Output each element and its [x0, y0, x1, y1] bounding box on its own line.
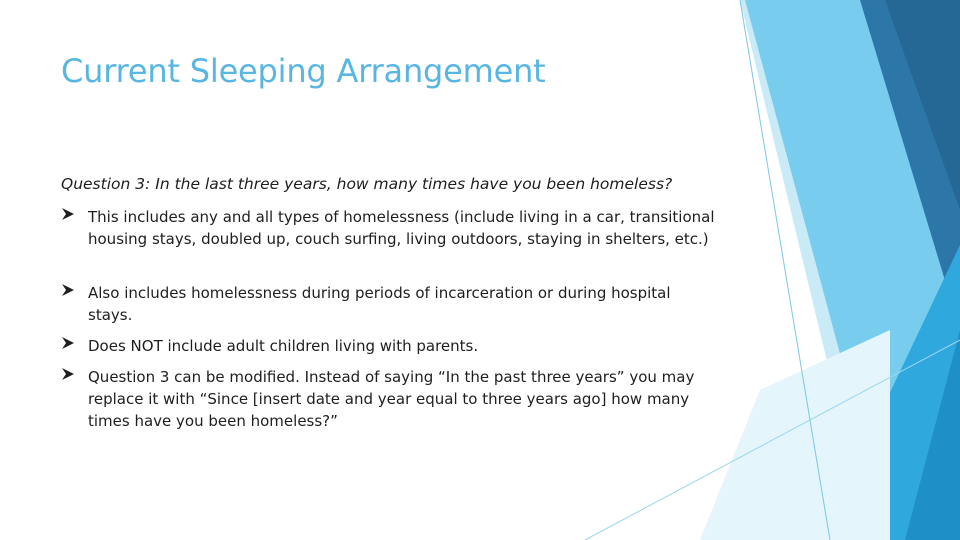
bullet-item [61, 366, 731, 432]
bullet-item [61, 335, 731, 357]
slide-title: Current Sleeping Arrangement [61, 52, 546, 90]
bullet-item [61, 206, 731, 250]
bullet-text: Also includes homelessness during periods of incarceration or during hospital stays. [88, 284, 671, 324]
bullet-text: This includes any and all types of homelessness (include living in a car, transitional housing stays, doubled up, couch surfing, living outdoors, staying in shelters, etc.) [88, 208, 715, 248]
arrowhead-bullet-icon [61, 367, 75, 381]
bullet-text: Does NOT include adult children living with parents. [88, 337, 479, 355]
arrowhead-bullet-icon [61, 207, 75, 221]
question-text: Question 3: In the last three years, how many times have you been homeless? [61, 175, 673, 193]
bullet-text: Question 3 can be modified. Instead of saying “In the past three years” you may replace it with “Since [insert date and year equal to three years ago] how many times have you been homeless?” [88, 368, 695, 430]
deco-panel-faint [700, 330, 890, 540]
arrowhead-bullet-icon [61, 283, 75, 297]
arrowhead-bullet-icon [61, 336, 75, 350]
bullet-item [61, 282, 731, 326]
